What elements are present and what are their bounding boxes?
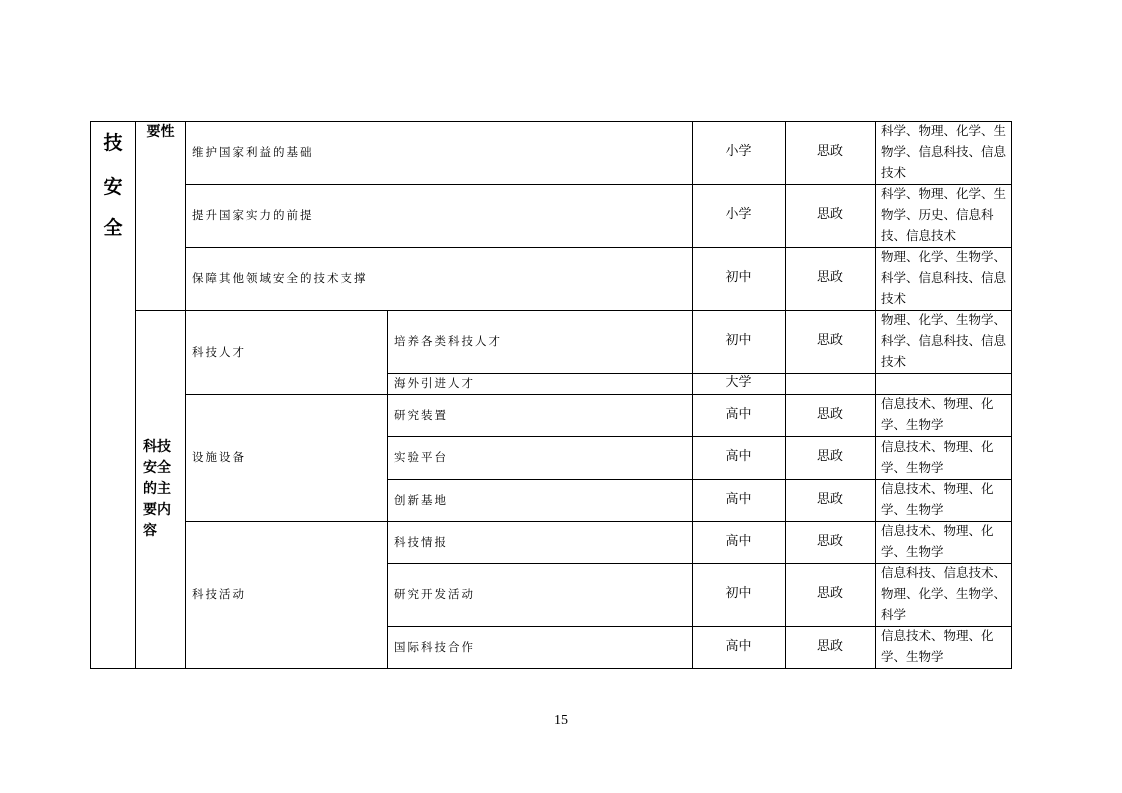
table-border (90, 121, 1012, 122)
table-border (387, 563, 1012, 564)
course-cell: 思政 (816, 270, 843, 286)
item-cell: 培养各类科技人才 (394, 334, 502, 349)
group-name-cell: 科技人才 (192, 344, 246, 359)
item-cell: 实验平台 (394, 450, 448, 465)
table-border (185, 121, 186, 669)
subjects-cell: 物理、化学、生物学、科学、信息科技、信息技术 (881, 312, 1007, 369)
table-border (90, 668, 1012, 669)
table-border (387, 373, 1012, 374)
subjects-cell: 科学、物理、化学、生物学、历史、信息科技、信息技术 (881, 186, 1007, 243)
table-border (387, 626, 1012, 627)
subjects-cell: 信息技术、物理、化学、生物学 (881, 628, 994, 664)
table-border (185, 247, 1012, 248)
group-name-cell: 科技活动 (192, 587, 246, 602)
item-cell: 研究装置 (394, 407, 448, 422)
importance-label: 要性 (146, 123, 175, 140)
subjects-cell: 信息技术、物理、化学、生物学 (881, 523, 994, 559)
subjects-cell: 信息技术、物理、化学、生物学 (881, 396, 994, 432)
content-cell: 提升国家实力的前提 (192, 208, 314, 223)
table-border (387, 310, 388, 669)
level-cell: 高中 (725, 491, 752, 507)
table-border (1011, 121, 1012, 669)
table-border (185, 394, 1012, 395)
level-cell: 初中 (725, 586, 752, 602)
level-cell: 小学 (725, 144, 752, 160)
subjects-cell: 信息技术、物理、化学、生物学 (881, 481, 994, 517)
subjects-cell: 信息技术、物理、化学、生物学 (881, 438, 994, 475)
item-cell: 研究开发活动 (394, 587, 475, 602)
level-cell: 高中 (725, 449, 752, 465)
subjects-cell: 信息科技、信息技术、物理、化学、生物学、科学 (881, 565, 1007, 622)
table-border (875, 121, 876, 669)
course-cell: 思政 (816, 333, 843, 349)
level-cell: 小学 (725, 207, 752, 223)
level-cell: 高中 (725, 638, 752, 654)
course-cell: 思政 (816, 533, 843, 549)
section-title-char: 安 (103, 176, 123, 198)
page-number: 15 (554, 713, 568, 728)
item-cell: 创新基地 (394, 492, 448, 507)
content-cell: 保障其他领域安全的技术支撑 (192, 271, 368, 286)
subjects-cell: 科学、物理、化学、生物学、信息科技、信息技术 (881, 123, 1007, 180)
level-cell: 初中 (725, 333, 752, 349)
section-title-char: 全 (103, 217, 123, 239)
table-border (387, 479, 1012, 480)
level-cell: 高中 (725, 406, 752, 422)
item-cell: 科技情报 (394, 534, 448, 549)
level-cell: 初中 (725, 270, 752, 286)
table-border (692, 121, 693, 669)
course-cell: 思政 (816, 491, 843, 507)
level-cell: 大学 (725, 375, 752, 391)
course-cell: 思政 (816, 207, 843, 223)
group-name-cell: 设施设备 (192, 450, 246, 465)
table-border (785, 121, 786, 669)
content-cell: 维护国家利益的基础 (192, 145, 314, 160)
subjects-cell (875, 373, 1011, 394)
table-border (185, 184, 1012, 185)
table-border (135, 121, 136, 669)
course-cell: 思政 (816, 586, 843, 602)
table-border (90, 121, 91, 669)
table-border (185, 521, 1012, 522)
item-cell: 海外引进人才 (394, 376, 475, 391)
subjects-cell: 物理、化学、生物学、科学、信息科技、信息技术 (881, 249, 1007, 306)
table-border (135, 310, 1012, 311)
course-cell: 思政 (816, 406, 843, 422)
course-cell: 思政 (816, 449, 843, 465)
course-cell: 思政 (816, 638, 843, 654)
course-cell: 思政 (816, 144, 843, 160)
table-border (387, 436, 1012, 437)
level-cell: 高中 (725, 533, 752, 549)
section-title-char: 技 (103, 132, 123, 154)
item-cell: 国际科技合作 (394, 639, 475, 654)
main-content-label: 科技安全的主要内容 (143, 439, 171, 539)
course-cell (785, 373, 875, 394)
